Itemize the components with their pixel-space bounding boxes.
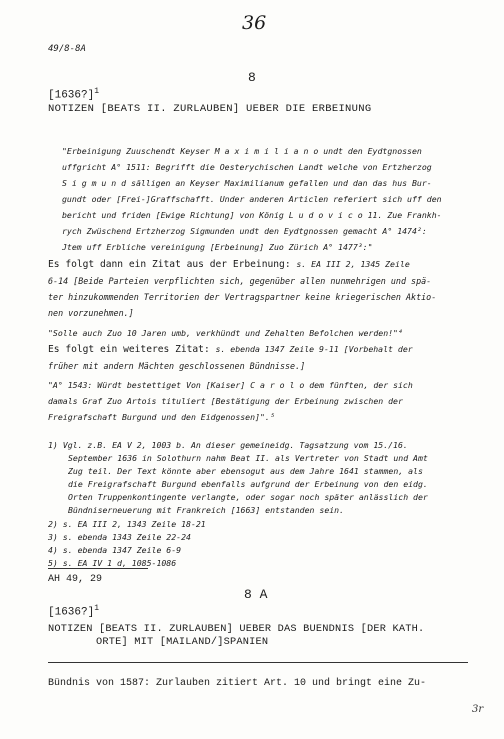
divider xyxy=(48,568,148,569)
document-date xyxy=(48,87,99,102)
paragraph-line: ter hinzukommenden Territorien der Vertragspartner keine kriegerischen Aktio- xyxy=(48,292,437,302)
archive-reference: 49/8-8A xyxy=(48,44,86,54)
date-footnote-ref: 1 xyxy=(94,87,100,96)
date-text: [1636?] xyxy=(48,606,95,619)
paragraph-line: früher mit andern Mächten geschlossenen Bündnisse.] xyxy=(48,361,306,371)
footnote-1: 1) Vgl. z.B. EA V 2, 1003 b. An dieser gemeineidg. Tagsatzung vom 15./16. xyxy=(48,440,408,450)
citation: s. EA III 2, 1345 Zeile xyxy=(296,259,410,269)
quote-line: "Erbeinigung Zuuschendt Keyser M a x i m i l i a n o undt den Eydtgnossen xyxy=(62,146,422,156)
quote-line: rych Zwüschend Ertzherzog Sigmunden undt den Eydtgnossen gemacht A° 1474²: xyxy=(62,226,427,236)
footnote-1-cont: die Freigrafschaft Burgund ebenfalls aufgrund der Erbeinung von den eidg. xyxy=(68,479,428,489)
section-number-2: 8 A xyxy=(244,587,268,602)
paragraph-line: nen vorzunehmen.] xyxy=(48,308,134,318)
quote-line: bericht und friden [Ewige Richtung] von König L u d o v i c o 11. Zue Frankh- xyxy=(62,210,442,220)
document-date-2 xyxy=(48,604,99,619)
footnote-5: 5) s. EA IV 1 d, 1085-1086 xyxy=(48,558,177,568)
handwritten-mark: 3r xyxy=(472,704,484,715)
page-number: 36 xyxy=(242,12,267,34)
document-title-2: NOTIZEN [BEATS II. ZURLAUBEN] UEBER DAS BUENDNIS [DER KATH. xyxy=(48,623,425,635)
footnote-1-cont: Zug teil. Der Text könnte aber ebensogut aus dem Jahre 1641 stammen, als xyxy=(68,466,423,476)
footnote-2: 2) s. EA III 2, 1343 Zeile 18-21 xyxy=(48,519,206,529)
paragraph-line xyxy=(48,259,410,270)
document-title-2-cont: ORTE] MIT [MAILAND/]SPANIEN xyxy=(96,636,269,648)
date-text: [1636?] xyxy=(48,89,95,102)
quote-line: damals Graf Zuo Artois tituliert [Bestätigung der Erbeinung zwischen der xyxy=(48,396,403,406)
quote-line: Jtem uff Erbliche vereinigung [Erbeinung] Zuo Zürich A° 1477³:" xyxy=(62,242,373,252)
footnote-1-cont: September 1636 in Solothurn nahm Beat II. als Vertreter von Stadt und Amt xyxy=(68,453,428,463)
quote-line: gundt oder [Frei-]Graffschafft. Under anderen Articlen referiert sich uff den xyxy=(62,194,442,204)
divider xyxy=(48,662,468,663)
section-number: 8 xyxy=(248,70,256,85)
paragraph-text: Es folgt ein weiteres Zitat: xyxy=(48,344,210,355)
footnote-1-cont: Bündniserneuerung mit Frankreich [1663] entstanden sein. xyxy=(68,505,345,515)
paragraph-line xyxy=(48,344,413,355)
quote-line: "A° 1543: Würdt bestettiget Von [Kaiser] C a r o l o dem fünften, der sich xyxy=(48,380,413,390)
archive-reference-2: AH 49, 29 xyxy=(48,574,103,585)
quote-line: S i g m u n d sälligen an Keyser Maximilianum gefallen und dan das hus Bur- xyxy=(62,178,432,188)
citation: s. ebenda 1347 Zeile 9-11 [Vorbehalt der xyxy=(215,344,413,354)
footnote-1-cont: Orten Truppenkontingente verlangte, oder sogar noch später anlässlich der xyxy=(68,492,428,502)
paragraph-text: Es folgt dann ein Zitat aus der Erbeinung: xyxy=(48,259,291,270)
date-footnote-ref: 1 xyxy=(94,604,100,613)
footnote-4: 4) s. ebenda 1347 Zeile 6-9 xyxy=(48,545,182,555)
paragraph-text: Bündnis von 1587: Zurlauben zitiert Art. 10 und bringt eine Zu- xyxy=(48,678,427,689)
quote-line: Freigrafschaft Burgund und den Eidgenossen]".⁵ xyxy=(48,412,275,422)
document-title: NOTIZEN [BEATS II. ZURLAUBEN] UEBER DIE ERBEINUNG xyxy=(48,103,372,115)
quote-block-2: "Solle auch Zuo 10 Jaren umb, verkhündt und Zehalten Befolchen werden!"⁴ xyxy=(48,328,403,338)
footnote-3: 3) s. ebenda 1343 Zeile 22-24 xyxy=(48,532,191,542)
quote-line: uffgricht A° 1511: Begrifft die Oesterychischen Landt welche von Ertzherzog xyxy=(62,162,432,172)
paragraph-line: 6-14 [Beide Parteien verpflichten sich, gegenüber allen nunmehrigen und spä- xyxy=(48,276,432,286)
